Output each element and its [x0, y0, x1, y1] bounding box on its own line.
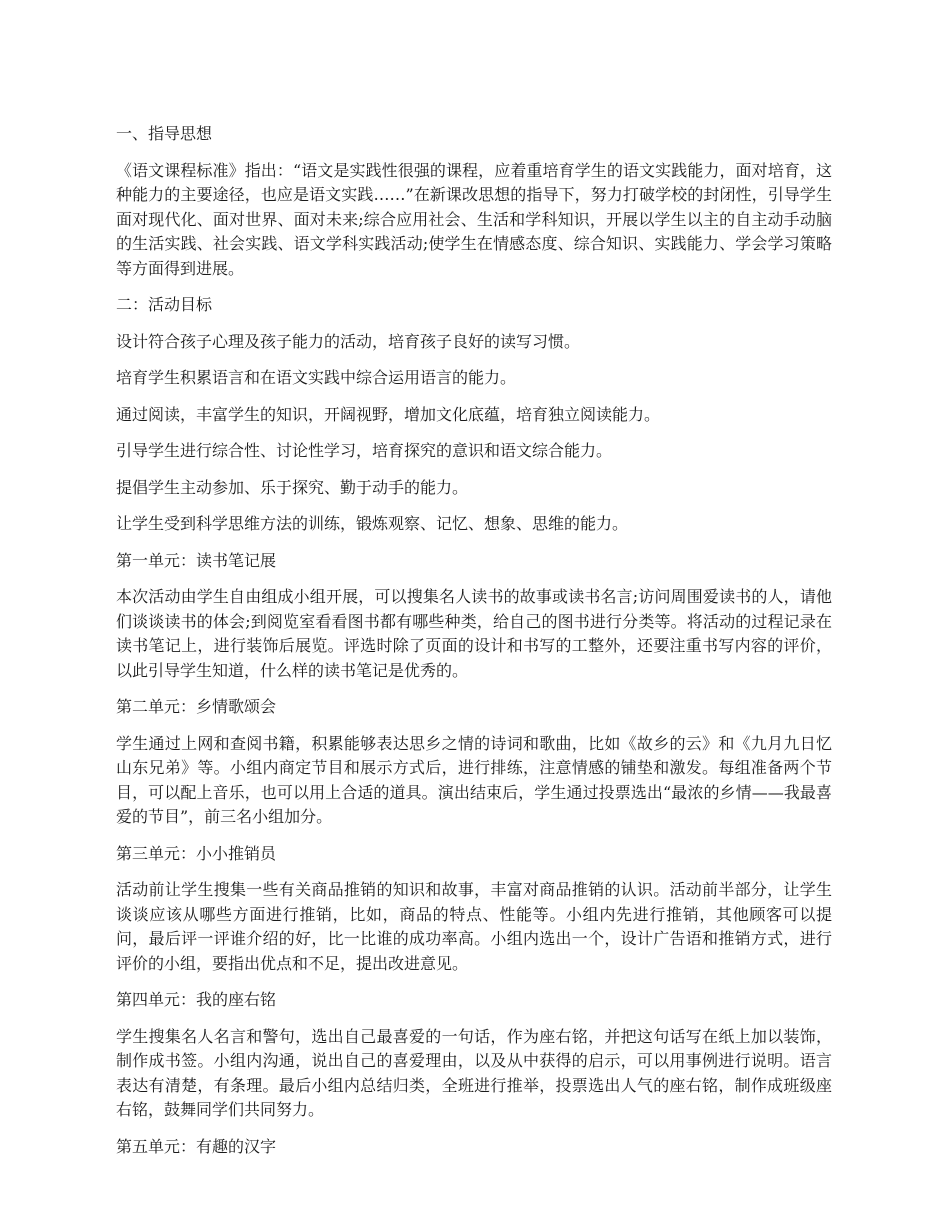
section-heading: 第三单元：小小推销员 — [116, 843, 277, 863]
paragraph: 通过阅读，丰富学生的知识，开阔视野，增加文化底蕴，培育独立阅读能力。 — [116, 404, 661, 424]
paragraph: 提倡学生主动参加、乐于探究、勤于动手的能力。 — [116, 477, 469, 497]
paragraph: 引导学生进行综合性、讨论性学习，培育探究的意识和语文综合能力。 — [116, 441, 613, 460]
section-heading: 第四单元：我的座右铭 — [116, 990, 277, 1009]
section-heading: 第五单元：有趣的汉字 — [116, 1136, 277, 1156]
section-heading: 第一单元：读书笔记展 — [116, 550, 277, 570]
section-heading: 二：活动目标 — [116, 295, 213, 314]
paragraph: 学生通过上网和查阅书籍，积累能够表达思乡之情的诗词和歌曲，比如《故乡的云》和《九月九日忆山东兄弟》等。小组内商定节目和展示方式后，进行排练，注意情感的铺垫和激发。每组准备两个节目，可以配上音乐，也可以用上合适的道具。演出结束后，学生通过投票选出“最浓的乡情——我最喜爱的节目”，前三名小组加分。 — [116, 733, 832, 826]
paragraph: 让学生受到科学思维方法的训练，锻炼观察、记忆、想象、思维的能力。 — [116, 514, 629, 533]
section-heading: 第二单元：乡情歌颂会 — [116, 697, 277, 716]
section-heading: 一、指导思想 — [116, 124, 213, 143]
paragraph: 设计符合孩子心理及孩子能力的活动，培育孩子良好的读写习惯。 — [116, 331, 581, 351]
paragraph: 活动前让学生搜集一些有关商品推销的知识和故事，丰富对商品推销的认识。活动前半部分，让学生谈谈应该从哪些方面进行推销，比如，商品的特点、性能等。小组内先进行推销，其他顾客可以提问，最后评一评谁介绍的好，比一比谁的成功率高。小组内选出一个，设计广告语和推销方式，进行评价的小组，要指出优点和不足，提出改进意见。 — [116, 880, 832, 973]
paragraph: 《语文课程标准》指出：“语文是实践性很强的课程，应着重培育学生的语文实践能力，面对培育，这种能力的主要途径，也应是语文实践……”在新课改思想的指导下，努力打破学校的封闭性，引导学生面对现代化、面对世界、面对未来;综合应用社会、生活和学科知识，开展以学生以主的自主动手动脑的生活实践、社会实践、语文学科实践活动;使学生在情感态度、综合知识、实践能力、学会学习策略等方面得到进展。 — [116, 160, 832, 278]
document-body — [116, 122, 832, 1171]
paragraph: 本次活动由学生自由组成小组开展，可以搜集名人读书的故事或读书名言;访问周围爱读书的人，请他们谈谈读书的体会;到阅览室看看图书都有哪些种类，给自己的图书进行分类等。将活动的过程记录在读书笔记上，进行装饰后展览。评选时除了页面的设计和书写的工整外，还要注重书写内容的评价，以此引导学生知道，什么样的读书笔记是优秀的。 — [116, 587, 832, 680]
paragraph: 培育学生积累语言和在语文实践中综合运用语言的能力。 — [116, 368, 517, 387]
paragraph: 学生搜集名人名言和警句，选出自己最喜爱的一句话，作为座右铭，并把这句话写在纸上加以装饰，制作成书签。小组内沟通，说出自己的喜爱理由，以及从中获得的启示，可以用事例进行说明。语言表达有清楚，有条理。最后小组内总结归类，全班进行推举，投票选出人气的座右铭，制作成班级座右铭，鼓舞同学们共同努力。 — [116, 1026, 832, 1119]
